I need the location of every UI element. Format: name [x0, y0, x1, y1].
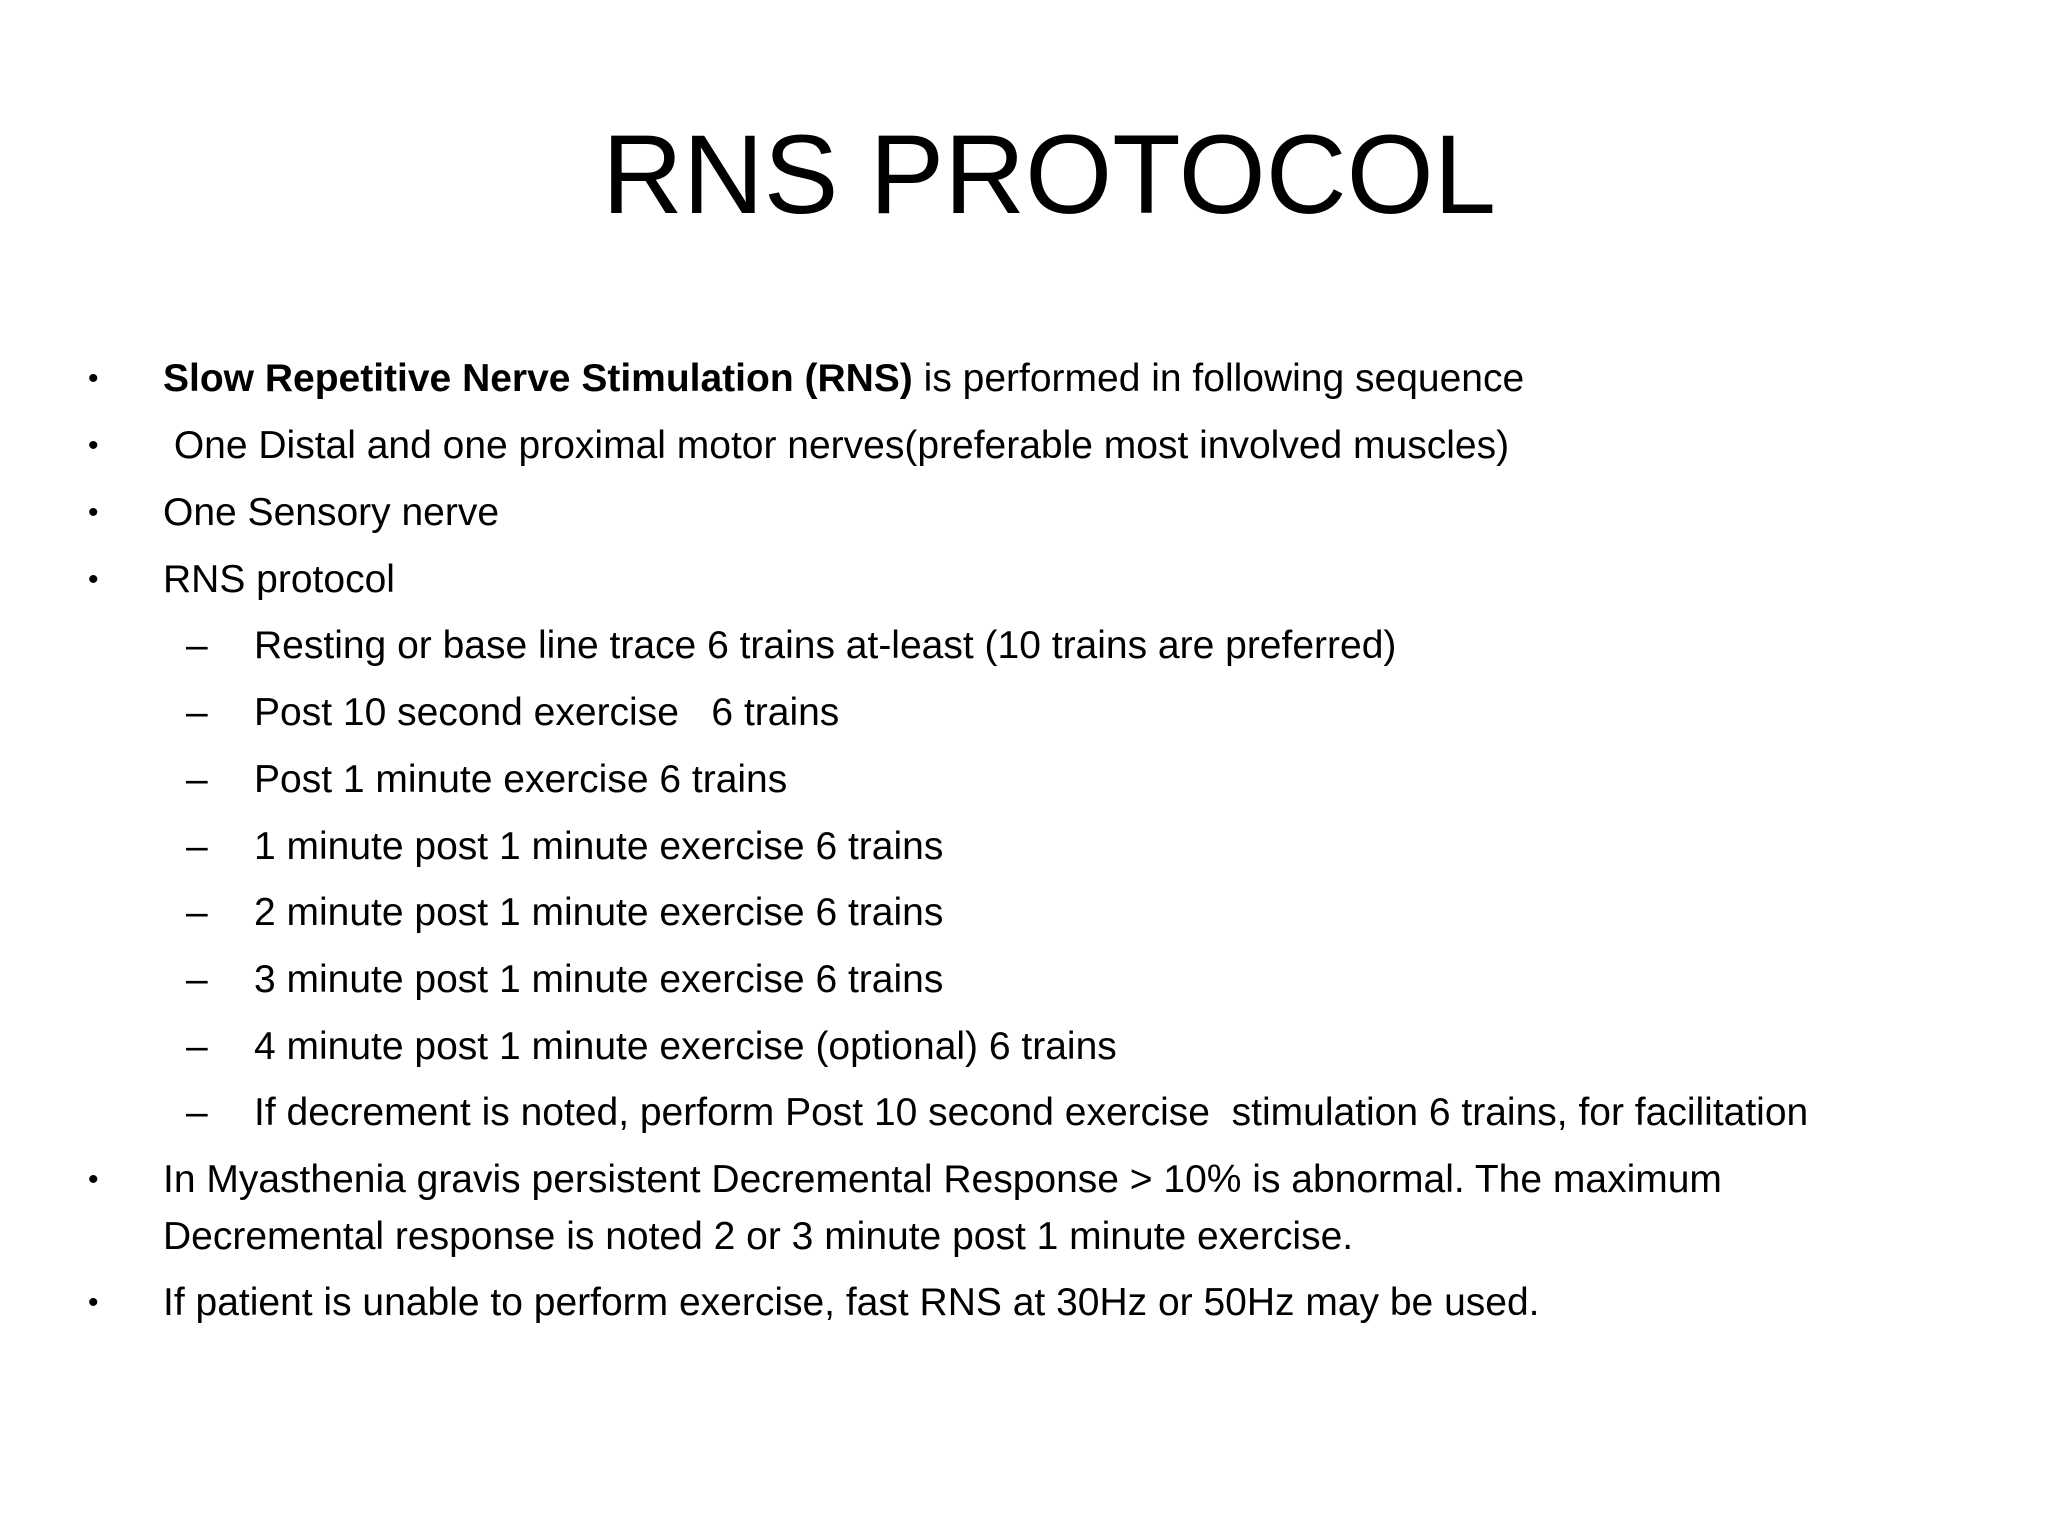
sub-list-item-text: Post 10 second exercise 6 trains — [254, 691, 840, 734]
list-item-text: is performed in following sequence — [912, 357, 1525, 400]
dash-icon: – — [186, 1025, 208, 1068]
dash-icon: – — [186, 958, 208, 1001]
dash-icon: – — [186, 758, 208, 801]
list-item-text: One Distal and one proximal motor nerves(preferable most involved muscles) — [163, 424, 1510, 467]
list-item-text: In Myasthenia gravis persistent Decremental Response > 10% is abnormal. The maximum Decremental response is noted 2 or 3 minute post 1 minute exercise. — [163, 1158, 1722, 1258]
list-item-text: RNS protocol — [163, 558, 395, 601]
list-item-text: One Sensory nerve — [163, 491, 500, 534]
sub-list-item-text: 1 minute post 1 minute exercise 6 trains — [254, 825, 944, 868]
dash-icon: – — [186, 624, 208, 667]
dash-icon: – — [186, 891, 208, 934]
list-item-text: If patient is unable to perform exercise, fast RNS at 30Hz or 50Hz may be used. — [163, 1281, 1540, 1324]
slide-title: RNS PROTOCOL — [601, 112, 1497, 237]
sub-list-item-text: Resting or base line trace 6 trains at-least (10 trains are preferred) — [254, 624, 1397, 667]
bullet-icon: • — [88, 362, 99, 395]
sub-list-item-text: 3 minute post 1 minute exercise 6 trains — [254, 958, 944, 1001]
bullet-icon: • — [88, 496, 99, 529]
sub-list-item-text: If decrement is noted, perform Post 10 second exercise stimulation 6 trains, for facilitation — [254, 1091, 1809, 1134]
sub-list-item-text: 4 minute post 1 minute exercise (optional) 6 trains — [254, 1025, 1117, 1068]
bullet-icon: • — [88, 563, 99, 596]
bullet-icon: • — [88, 429, 99, 462]
bold-lead-text: Slow Repetitive Nerve Stimulation (RNS) — [163, 357, 913, 400]
dash-icon: – — [186, 825, 208, 868]
dash-icon: – — [186, 1091, 208, 1134]
bullet-icon: • — [88, 1286, 99, 1319]
dash-icon: – — [186, 691, 208, 734]
sub-list-item-text: 2 minute post 1 minute exercise 6 trains — [254, 891, 944, 934]
sub-list-item-text: Post 1 minute exercise 6 trains — [254, 758, 788, 801]
bullet-icon: • — [88, 1163, 99, 1196]
